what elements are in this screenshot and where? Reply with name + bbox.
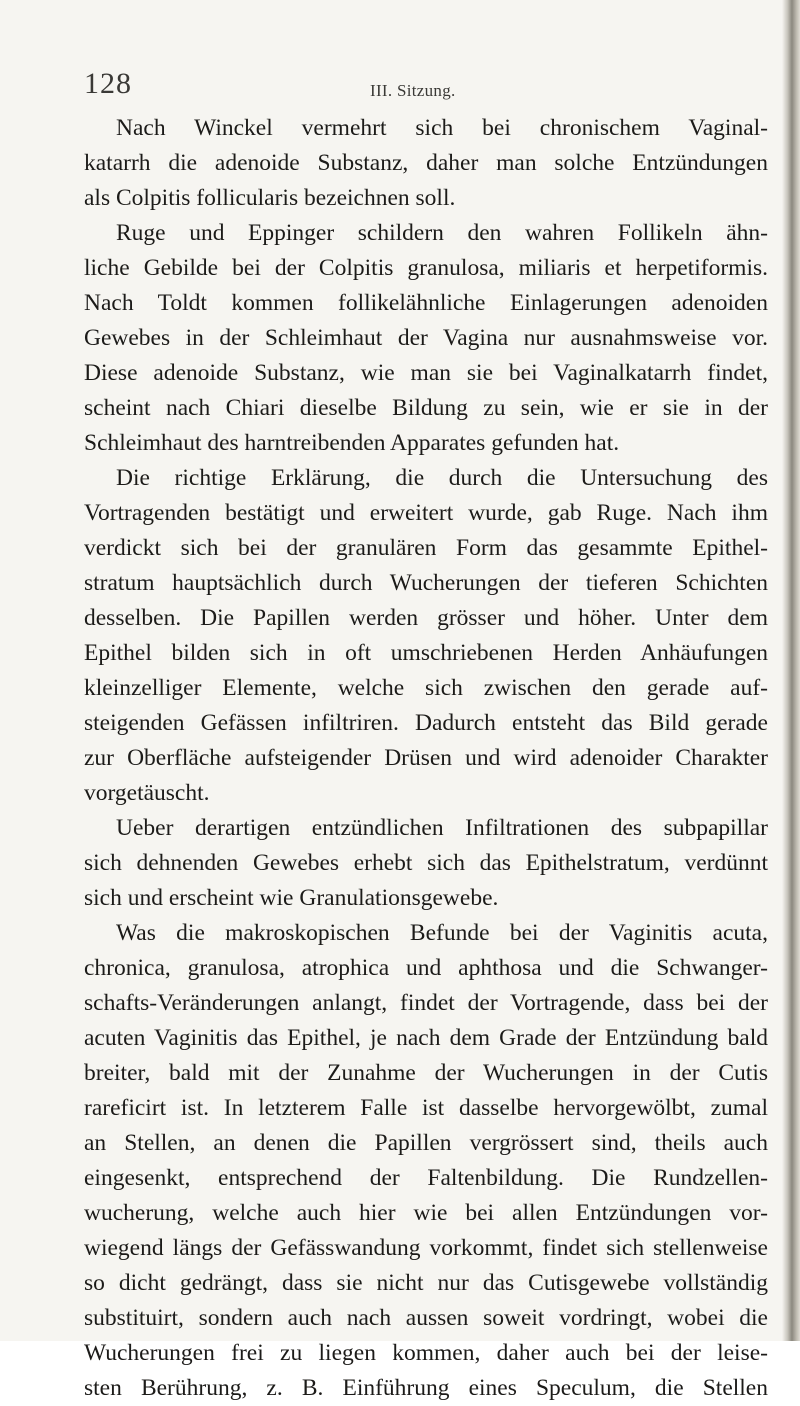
text-line: Diese adenoide Substanz, wie man sie bei Vaginalkatarrh findet,: [84, 360, 768, 386]
text-line: sich dehnenden Gewebes erhebt sich das Epithelstratum, verdünnt: [84, 850, 768, 876]
running-head: III. Sitzung.: [370, 81, 456, 100]
text-line: wucherung, welche auch hier wie bei allen Entzündungen vor-: [84, 1200, 768, 1226]
body-text: [84, 111, 768, 1406]
page-edge-shadow: [782, 0, 800, 1341]
text-line: Nach Winckel vermehrt sich bei chronischem Vaginal-: [116, 115, 768, 141]
text-line: chronica, granulosa, atrophica und aphthosa und die Schwanger-: [84, 955, 768, 981]
text-line: breiter, bald mit der Zunahme der Wucherungen in der Cutis: [84, 1060, 768, 1086]
text-line: Ruge und Eppinger schildern den wahren Follikeln ähn-: [116, 220, 768, 246]
text-line: als Colpitis follicularis bezeichnen soll.: [84, 185, 456, 211]
text-line: rareficirt ist. In letzterem Falle ist dasselbe hervorgewölbt, zumal: [84, 1095, 768, 1121]
page-number: 128: [84, 67, 132, 100]
text-line: sich und erscheint wie Granulationsgewebe.: [84, 885, 499, 911]
text-line: Was die makroskopischen Befunde bei der Vaginitis acuta,: [116, 920, 768, 946]
text-line: stratum hauptsächlich durch Wucherungen der tieferen Schichten: [84, 570, 768, 596]
text-line: substituirt, sondern auch nach aussen soweit vordringt, wobei die: [84, 1305, 768, 1331]
text-line: Vortragenden bestätigt und erweitert wurde, gab Ruge. Nach ihm: [84, 500, 768, 526]
text-line: kleinzelliger Elemente, welche sich zwischen den gerade auf-: [84, 675, 768, 701]
text-line: Gewebes in der Schleimhaut der Vagina nur ausnahmsweise vor.: [84, 325, 768, 351]
text-line: Epithel bilden sich in oft umschriebenen Herden Anhäufungen: [84, 640, 768, 666]
text-line: zur Oberfläche aufsteigender Drüsen und wird adenoider Charakter: [84, 745, 768, 771]
text-line: scheint nach Chiari dieselbe Bildung zu sein, wie er sie in der: [84, 395, 768, 421]
text-line: liche Gebilde bei der Colpitis granulosa, miliaris et herpetiformis.: [84, 255, 768, 281]
text-line: steigenden Gefässen infiltriren. Dadurch entsteht das Bild gerade: [84, 710, 768, 736]
text-line: an Stellen, an denen die Papillen vergrössert sind, theils auch: [84, 1130, 768, 1156]
text-line: wiegend längs der Gefässwandung vorkommt, findet sich stellenweise: [84, 1235, 768, 1261]
text-line: schafts-Veränderungen anlangt, findet der Vortragende, dass bei der: [84, 990, 768, 1016]
text-line: sten Berührung, z. B. Einführung eines Speculum, die Stellen: [84, 1375, 768, 1401]
text-line: verdickt sich bei der granulären Form das gesammte Epithel-: [84, 535, 768, 561]
text-line: Schleimhaut des harntreibenden Apparates gefunden hat.: [84, 430, 620, 456]
text-line: eingesenkt, entsprechend der Faltenbildung. Die Rundzellen-: [84, 1165, 768, 1191]
text-line: so dicht gedrängt, dass sie nicht nur das Cutisgewebe vollständig: [84, 1270, 768, 1296]
text-line: Die richtige Erklärung, die durch die Untersuchung des: [116, 465, 768, 491]
text-line: acuten Vaginitis das Epithel, je nach dem Grade der Entzündung bald: [84, 1025, 768, 1051]
text-line: Nach Toldt kommen follikelähnliche Einlagerungen adenoiden: [84, 290, 768, 316]
text-line: vorgetäuscht.: [84, 780, 210, 806]
text-line: desselben. Die Papillen werden grösser und höher. Unter dem: [84, 605, 768, 631]
text-line: Wucherungen frei zu liegen kommen, daher auch bei der leise-: [84, 1340, 768, 1366]
text-line: Ueber derartigen entzündlichen Infiltrationen des subpapillar: [116, 815, 768, 841]
text-line: katarrh die adenoide Substanz, daher man solche Entzündungen: [84, 150, 768, 176]
